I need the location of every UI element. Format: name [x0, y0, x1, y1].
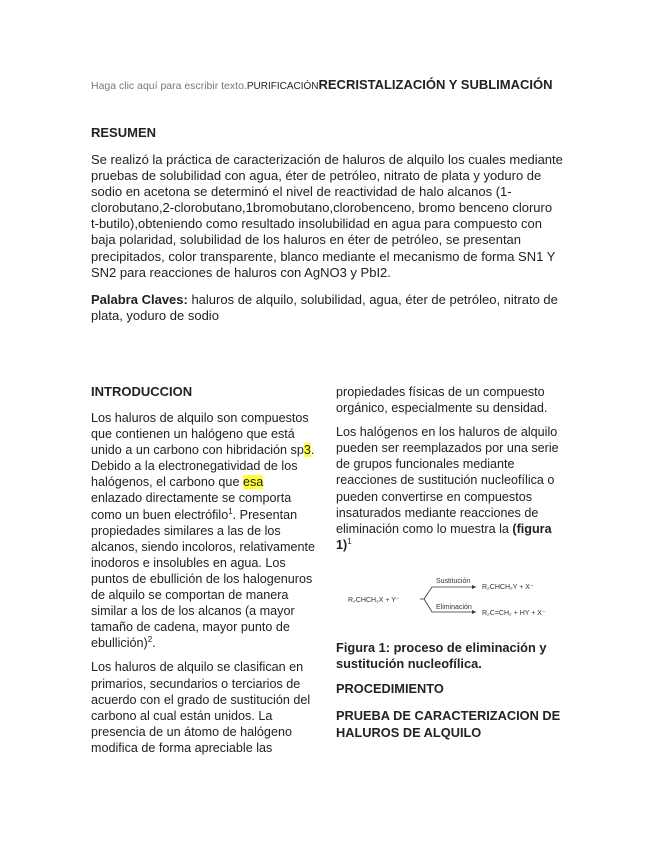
keywords-text: haluros de alquilo, solubilidad, agua, éter de petróleo, nitrato de plata, yoduro de sodio: [91, 292, 558, 323]
col2-paragraph-2: Los halógenos en los haluros de alquilo pueden ser reemplazados por una serie de grupos funcionales mediante reacciones de sustitución nucleofílica o pueden convertirse en compuestos insaturados mediante reacciones de eliminación como lo muestra la (figura 1)$^1$: [336, 425, 559, 552]
document-title: RECRISTALIZACIÓN Y SUBLIMACIÓN: [318, 77, 553, 92]
resumen-body: Se realizó la práctica de caracterización de haluros de alquilo los cuales mediante pruebas de solubilidad con agua, éter de petróleo, nitrato de plata y yoduro de sodio en acetona se determinó el nivel de reactividad de halo alcanos (1-clorobutano,2-clorobutano,1bromobutano,clorobenceno, bromo benceno cloruro t-butilo),obteniendo como resultado insolubilidad en agua para compuesto con baja polaridad, solubilidad de los haluros en éter de petróleo, se presentan precipitados, color transparente, blanco mediante el mecanismo de forma SN1 Y SN2 para reacciones de haluros con AgNO3 y PbI2.: [91, 152, 563, 280]
highlight-3: 3: [303, 443, 311, 458]
elimination-label: Eliminación: [436, 604, 472, 611]
reaction-figure: [344, 572, 564, 624]
figure-caption: Figura 1: proceso de eliminación y sustitución nucleofílica.: [336, 640, 547, 671]
placeholder-hint[interactable]: Haga clic aquí para escribir texto.: [91, 80, 247, 92]
prueba-heading: PRUEBA DE CARACTERIZACION DE HALUROS DE ALQUILO: [336, 708, 561, 740]
substitution-product: R₂CHCH₂Y + X⁻: [482, 584, 534, 591]
procedimiento-heading: PROCEDIMIENTO: [336, 681, 444, 696]
resumen-heading: RESUMEN: [91, 125, 157, 140]
intro-paragraph-2: Los haluros de alquilo se clasifican en primarios, secundarios o terciarios de acuerdo con el grado de sustitución del carbono al cual están unidos. La presencia de un átomo de halógeno modifica de forma apreciable las: [91, 660, 311, 755]
keywords: [91, 292, 563, 324]
footnote-ref-1b: 1: [347, 536, 352, 546]
left-column: [91, 410, 316, 764]
document-header: [91, 76, 553, 94]
right-column: [336, 384, 564, 561]
reactant-label: R₂CHCH₂X + Y⁻: [348, 597, 400, 604]
highlight-esa: esa: [242, 475, 264, 490]
footnote-ref-1: 1: [228, 506, 233, 516]
keywords-label: Palabra Claves:: [91, 292, 188, 307]
footnote-ref-2: 2: [147, 635, 153, 645]
elimination-product: R₂C=CH₂ + HY + X⁻: [482, 610, 546, 617]
intro-paragraph-1: Los haluros de alquilo son compuestos que contienen un halógeno que está unido a un carbono con hibridación sp3. Debido a la electronegatividad de los halógenos, el carbono que esa enlazado directamente se comporta como un buen electrófilo$^1$. Presentan propiedades similares a las de los alcanos, siendo incoloros, relativamente inodoros e insolubles en agua. Los puntos de ebullición de los halogenuros de alquilo se comportan de manera similar a los de los alcanos (a mayor tamaño de cadena, mayor punto de ebullición)$^2$.: [91, 411, 316, 651]
figure-reference: (figura 1): [336, 521, 552, 552]
intro-heading: INTRODUCCION: [91, 384, 193, 399]
header-purificacion: PURIFICACIÓN: [246, 81, 319, 92]
substitution-arrow: [424, 587, 476, 599]
col2-paragraph-1: propiedades físicas de un compuesto orgánico, especialmente su densidad.: [336, 385, 548, 416]
substitution-label: Sustitución: [436, 578, 471, 585]
